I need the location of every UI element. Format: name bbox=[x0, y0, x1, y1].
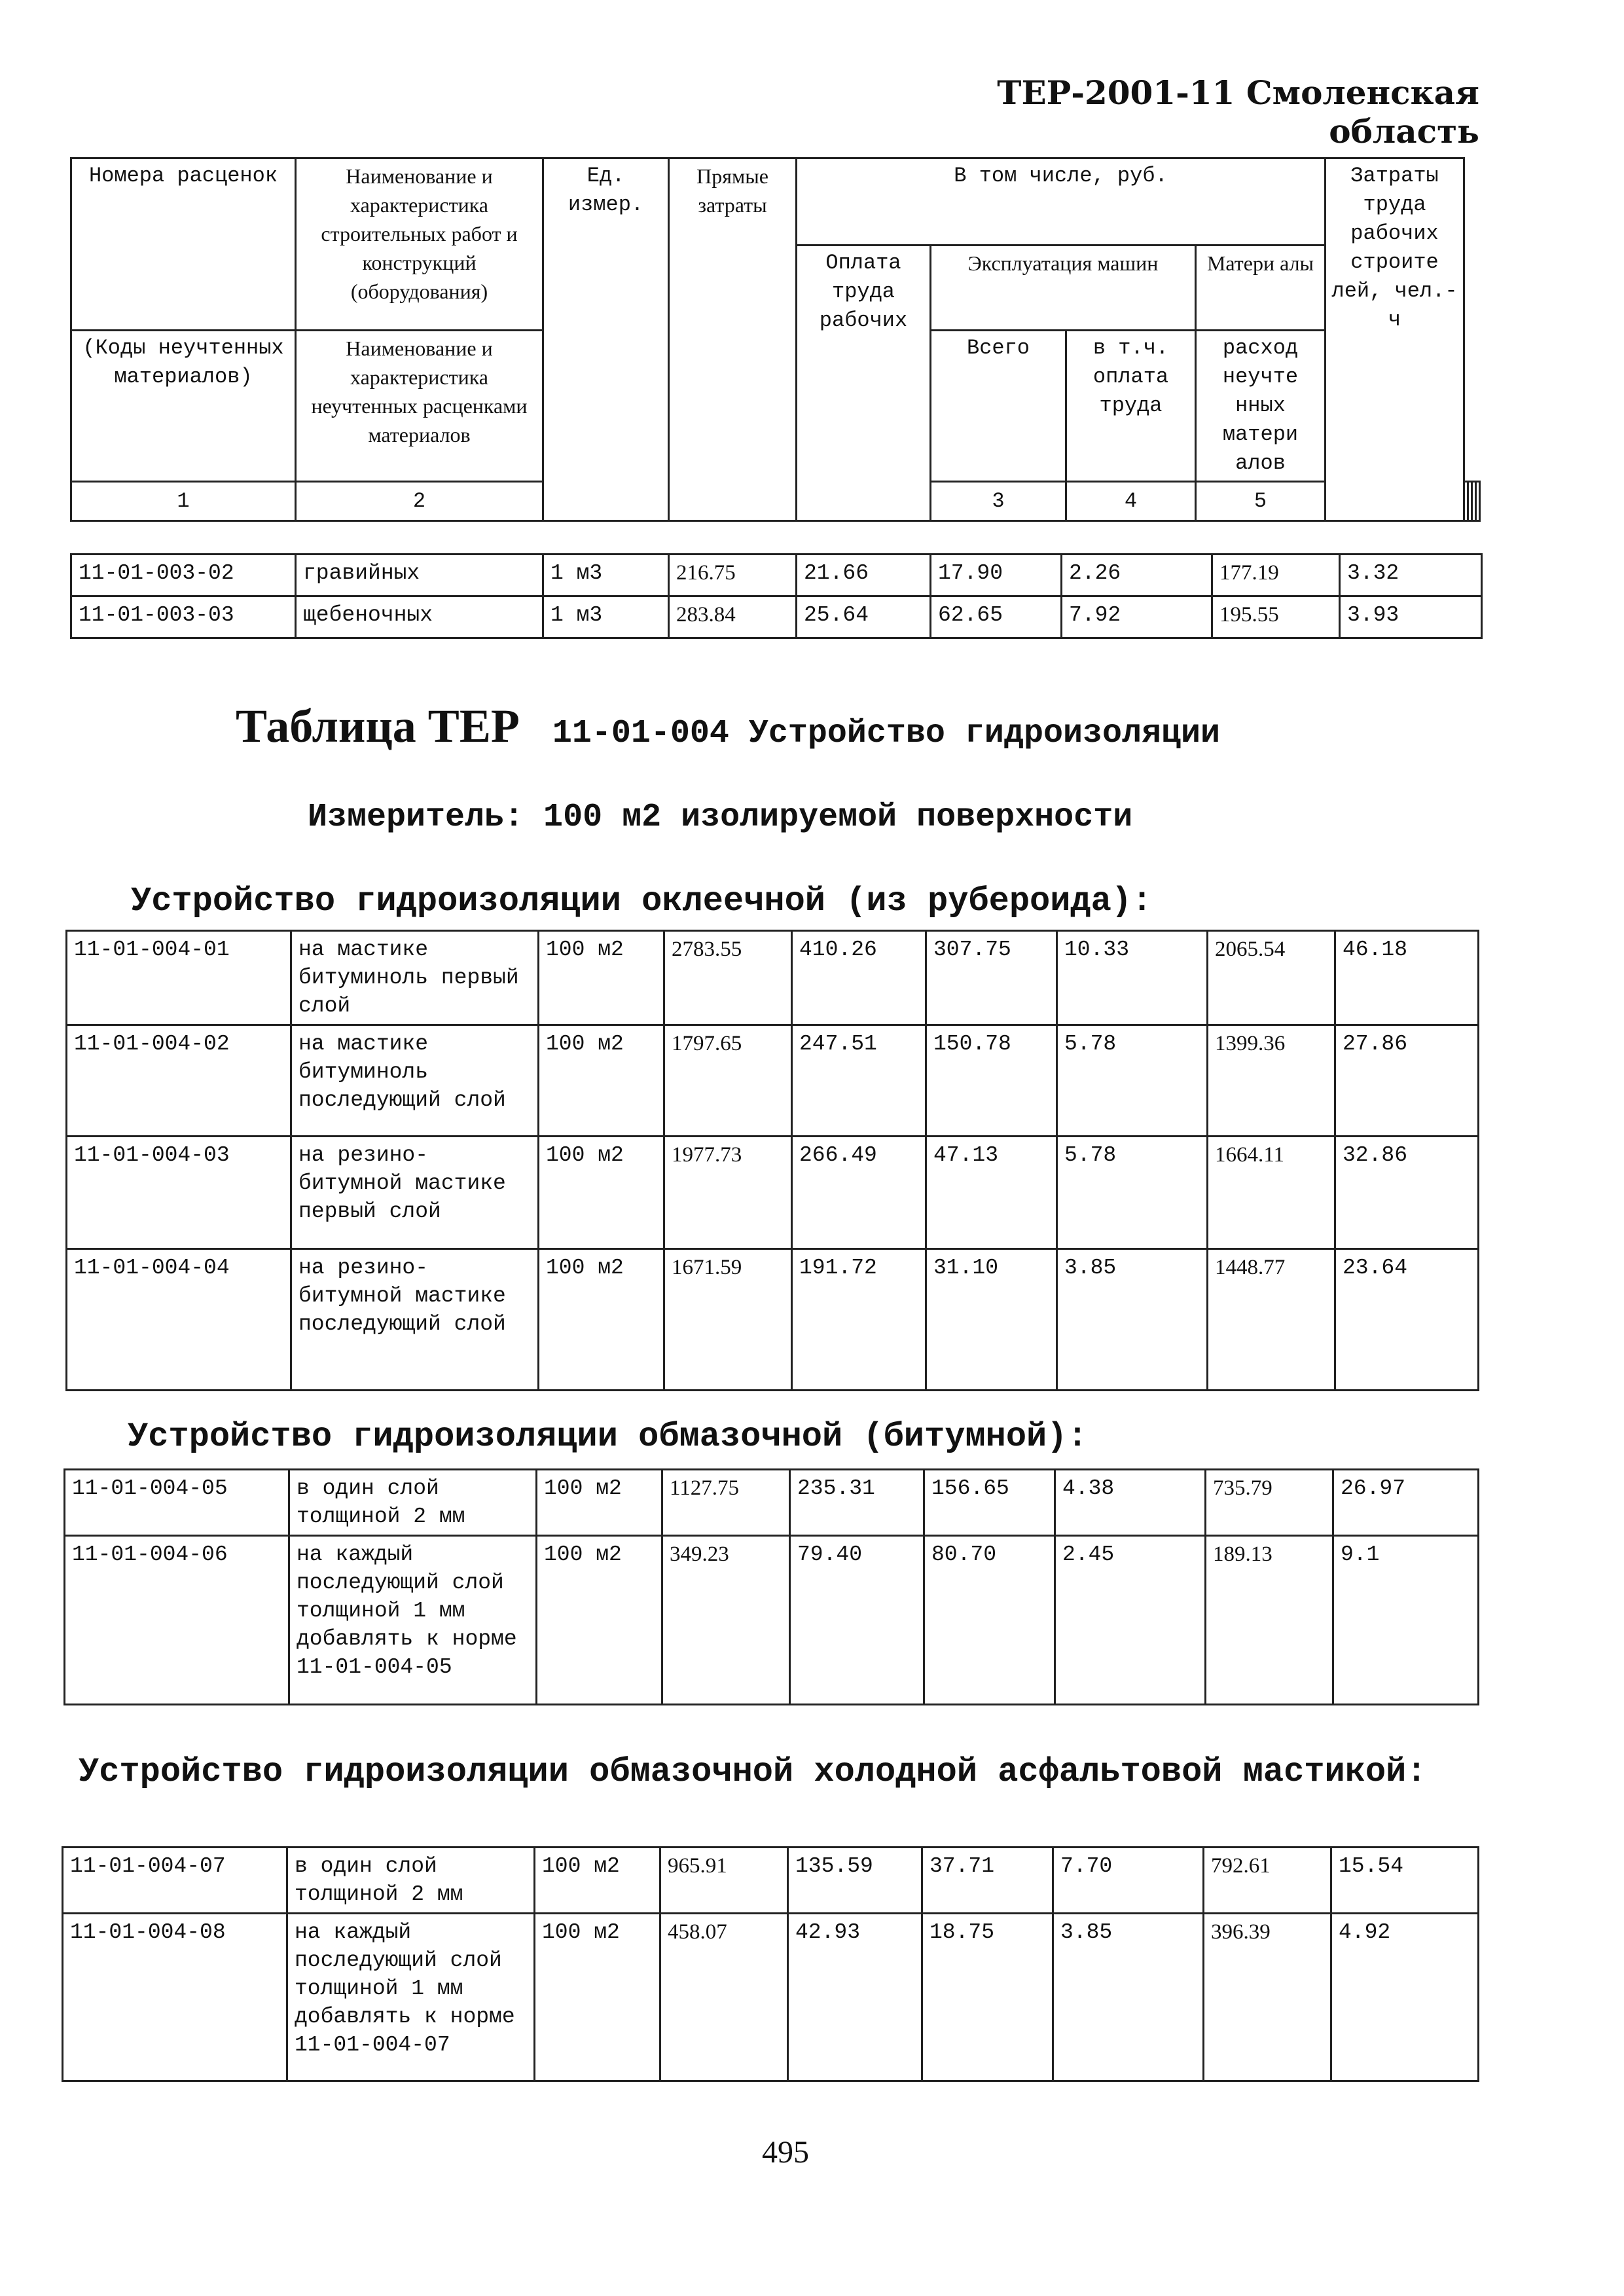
rate-code: 11-01-004-07 bbox=[63, 1848, 287, 1914]
unit: 1 м3 bbox=[543, 555, 669, 596]
rate-code: 11-01-003-02 bbox=[71, 555, 296, 596]
material-cost: 1399.36 bbox=[1208, 1025, 1335, 1137]
col-incl-header: В том числе, руб. bbox=[797, 158, 1326, 246]
material-cost: 792.61 bbox=[1204, 1848, 1331, 1914]
machine-wage-cost: 7.70 bbox=[1053, 1848, 1204, 1914]
direct-cost: 216.75 bbox=[669, 555, 797, 596]
col-wage-header: Оплата труда рабочих bbox=[797, 246, 931, 521]
wage-cost: 266.49 bbox=[792, 1137, 926, 1249]
section-3-table bbox=[62, 1846, 1479, 2082]
document-header: ТЕР-2001-11 Смоленская область bbox=[997, 73, 1479, 151]
rate-code: 11-01-004-04 bbox=[67, 1249, 291, 1391]
machine-cost: 18.75 bbox=[922, 1914, 1053, 2081]
work-name: в один слой толщиной 2 мм bbox=[287, 1848, 535, 1914]
direct-cost: 1797.65 bbox=[664, 1025, 792, 1137]
section-1-table bbox=[65, 930, 1479, 1391]
direct-cost: 458.07 bbox=[660, 1914, 788, 2081]
work-name: на каждый последующий слой толщиной 1 мм добавлять к норме 11-01-004-07 bbox=[287, 1914, 535, 2081]
wage-cost: 79.40 bbox=[790, 1536, 924, 1705]
machine-cost: 62.65 bbox=[931, 596, 1062, 638]
work-name: гравийных bbox=[296, 555, 543, 596]
prev-rows-table bbox=[70, 553, 1483, 639]
col-number: 4 bbox=[1066, 482, 1196, 521]
col-machines-header: Эксплуатация машин bbox=[931, 246, 1196, 331]
material-cost: 735.79 bbox=[1206, 1470, 1333, 1536]
table-title-text: 11-01-004 Устройство гидроизоляции bbox=[552, 715, 1220, 752]
direct-cost: 1977.73 bbox=[664, 1137, 792, 1249]
material-cost: 2065.54 bbox=[1208, 931, 1335, 1025]
col-materials-header: Матери алы bbox=[1196, 246, 1326, 331]
unit: 100 м2 bbox=[537, 1536, 662, 1705]
col-unaccounted-code-header: (Коды неучтенных материалов) bbox=[71, 331, 296, 482]
machine-cost: 156.65 bbox=[924, 1470, 1055, 1536]
material-cost: 1448.77 bbox=[1208, 1249, 1335, 1391]
unit: 100 м2 bbox=[539, 931, 664, 1025]
work-name: на резино-битумной мастике последующий слой bbox=[291, 1249, 539, 1391]
rate-code: 11-01-004-01 bbox=[67, 931, 291, 1025]
machine-wage-cost: 4.38 bbox=[1055, 1470, 1206, 1536]
labor-hours: 46.18 bbox=[1335, 931, 1479, 1025]
column-header-table bbox=[70, 157, 1481, 522]
machine-wage-cost: 5.78 bbox=[1057, 1137, 1208, 1249]
material-cost: 1664.11 bbox=[1208, 1137, 1335, 1249]
work-name: на мастике битуминоль первый слой bbox=[291, 931, 539, 1025]
labor-hours: 9.1 bbox=[1333, 1536, 1479, 1705]
col-number: 2 bbox=[296, 482, 543, 521]
direct-cost: 965.91 bbox=[660, 1848, 788, 1914]
unit: 100 м2 bbox=[539, 1025, 664, 1137]
section-title: Устройство гидроизоляции оклеечной (из рубероида): bbox=[131, 882, 1153, 920]
section-title: Устройство гидроизоляции обмазочной холодной асфальтовой мастикой: bbox=[79, 1753, 1427, 1791]
unit: 100 м2 bbox=[539, 1249, 664, 1391]
direct-cost: 1671.59 bbox=[664, 1249, 792, 1391]
col-machines-wage-header: в т.ч. оплата труда bbox=[1066, 331, 1196, 482]
col-labor-header: Затраты труда рабочих строите лей, чел.-ч bbox=[1326, 158, 1464, 521]
machine-wage-cost: 7.92 bbox=[1062, 596, 1212, 638]
table-title-prefix: Таблица ТЕР bbox=[236, 700, 520, 752]
col-unaccounted-materials-header: расход неучте нных матери алов bbox=[1196, 331, 1326, 482]
direct-cost: 1127.75 bbox=[662, 1470, 790, 1536]
col-code-header: Номера расценок bbox=[71, 158, 296, 331]
wage-cost: 191.72 bbox=[792, 1249, 926, 1391]
material-cost: 177.19 bbox=[1212, 555, 1340, 596]
material-cost: 189.13 bbox=[1206, 1536, 1333, 1705]
work-name: в один слой толщиной 2 мм bbox=[289, 1470, 537, 1536]
machine-cost: 37.71 bbox=[922, 1848, 1053, 1914]
col-unit-header: Ед. измер. bbox=[543, 158, 669, 521]
machine-cost: 17.90 bbox=[931, 555, 1062, 596]
col-number bbox=[1475, 482, 1479, 521]
rate-code: 11-01-003-03 bbox=[71, 596, 296, 638]
machine-cost: 47.13 bbox=[926, 1137, 1057, 1249]
labor-hours: 3.93 bbox=[1340, 596, 1482, 638]
rate-code: 11-01-004-08 bbox=[63, 1914, 287, 2081]
rate-code: 11-01-004-05 bbox=[65, 1470, 289, 1536]
rate-code: 11-01-004-06 bbox=[65, 1536, 289, 1705]
work-name: на мастике битуминоль последующий слой bbox=[291, 1025, 539, 1137]
wage-cost: 42.93 bbox=[788, 1914, 922, 2081]
machine-wage-cost: 2.45 bbox=[1055, 1536, 1206, 1705]
section-2-table bbox=[63, 1468, 1479, 1705]
machine-cost: 31.10 bbox=[926, 1249, 1057, 1391]
section-title: Устройство гидроизоляции обмазочной (битумной): bbox=[128, 1417, 1088, 1456]
labor-hours: 32.86 bbox=[1335, 1137, 1479, 1249]
labor-hours: 27.86 bbox=[1335, 1025, 1479, 1137]
wage-cost: 135.59 bbox=[788, 1848, 922, 1914]
machine-wage-cost: 10.33 bbox=[1057, 931, 1208, 1025]
wage-cost: 25.64 bbox=[797, 596, 931, 638]
page-number: 495 bbox=[762, 2135, 809, 2170]
col-machines-total-header: Всего bbox=[931, 331, 1066, 482]
unit: 100 м2 bbox=[537, 1470, 662, 1536]
labor-hours: 26.97 bbox=[1333, 1470, 1479, 1536]
machine-cost: 80.70 bbox=[924, 1536, 1055, 1705]
machine-cost: 307.75 bbox=[926, 931, 1057, 1025]
rate-code: 11-01-004-03 bbox=[67, 1137, 291, 1249]
wage-cost: 235.31 bbox=[790, 1470, 924, 1536]
work-name: на каждый последующий слой толщиной 1 мм добавлять к норме 11-01-004-05 bbox=[289, 1536, 537, 1705]
labor-hours: 3.32 bbox=[1340, 555, 1482, 596]
col-number: 3 bbox=[931, 482, 1066, 521]
measure-unit: Измеритель: 100 м2 изолируемой поверхности bbox=[308, 799, 1133, 836]
unit: 1 м3 bbox=[543, 596, 669, 638]
rate-code: 11-01-004-02 bbox=[67, 1025, 291, 1137]
work-name: на резино-битумной мастике первый слой bbox=[291, 1137, 539, 1249]
labor-hours: 4.92 bbox=[1331, 1914, 1479, 2081]
labor-hours: 23.64 bbox=[1335, 1249, 1479, 1391]
unit: 100 м2 bbox=[535, 1914, 660, 2081]
machine-wage-cost: 3.85 bbox=[1057, 1249, 1208, 1391]
col-direct-header: Прямые затраты bbox=[669, 158, 797, 521]
machine-wage-cost: 3.85 bbox=[1053, 1914, 1204, 2081]
wage-cost: 247.51 bbox=[792, 1025, 926, 1137]
unit: 100 м2 bbox=[535, 1848, 660, 1914]
col-number: 1 bbox=[71, 482, 296, 521]
col-unaccounted-name-header: Наименование и характеристика неучтенных расценками материалов bbox=[296, 331, 543, 482]
wage-cost: 410.26 bbox=[792, 931, 926, 1025]
unit: 100 м2 bbox=[539, 1137, 664, 1249]
labor-hours: 15.54 bbox=[1331, 1848, 1479, 1914]
direct-cost: 283.84 bbox=[669, 596, 797, 638]
direct-cost: 2783.55 bbox=[664, 931, 792, 1025]
machine-wage-cost: 2.26 bbox=[1062, 555, 1212, 596]
material-cost: 396.39 bbox=[1204, 1914, 1331, 2081]
wage-cost: 21.66 bbox=[797, 555, 931, 596]
work-name: щебеночных bbox=[296, 596, 543, 638]
machine-wage-cost: 5.78 bbox=[1057, 1025, 1208, 1137]
machine-cost: 150.78 bbox=[926, 1025, 1057, 1137]
material-cost: 195.55 bbox=[1212, 596, 1340, 638]
table-title bbox=[236, 699, 1220, 754]
col-name-header: Наименование и характеристика строительных работ и конструкций (оборудования) bbox=[296, 158, 543, 331]
direct-cost: 349.23 bbox=[662, 1536, 790, 1705]
col-number: 5 bbox=[1196, 482, 1326, 521]
